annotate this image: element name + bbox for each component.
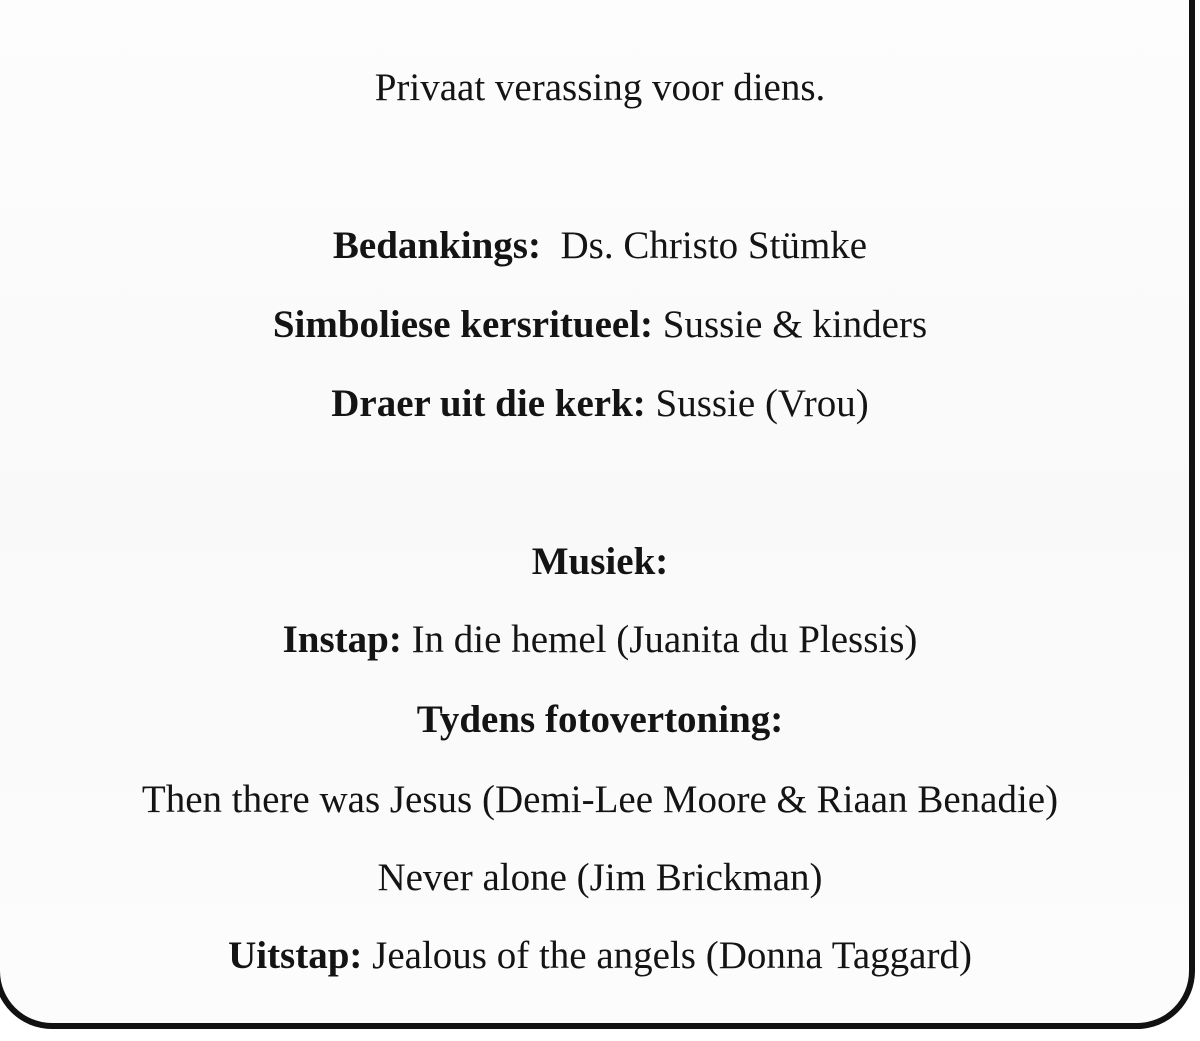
slideshow-heading: Tydens fotovertoning:	[416, 698, 784, 741]
slideshow-song-1: Then there was Jesus (Demi-Lee Moore & Riaan Benadie)	[141, 778, 1059, 821]
candle-ritual-value: Sussie & kinders	[662, 303, 928, 346]
exit-line	[0, 933, 1200, 979]
slideshow-song-2: Never alone (Jim Brickman)	[377, 856, 823, 899]
entrance-line	[0, 617, 1200, 663]
music-heading: Musiek:	[531, 540, 669, 583]
bearer-label: Draer uit die kerk:	[331, 382, 646, 425]
exit-value: Jealous of the angels (Donna Taggard)	[372, 934, 972, 977]
candle-ritual-label: Simboliese kersritueel:	[272, 303, 654, 346]
candle-ritual-line	[0, 302, 1200, 348]
entrance-label: Instap:	[282, 618, 402, 661]
private-note: Privaat verassing voor diens.	[374, 66, 826, 109]
bearer-value: Sussie (Vrou)	[655, 382, 869, 425]
exit-label: Uitstap:	[228, 934, 363, 977]
entrance-value: In die hemel (Juanita du Plessis)	[411, 618, 918, 661]
thanks-value: Ds. Christo Stümke	[560, 224, 868, 267]
bearer-line	[0, 381, 1200, 427]
thanks-label: Bedankings:	[332, 224, 541, 267]
thanks-line	[0, 223, 1200, 269]
